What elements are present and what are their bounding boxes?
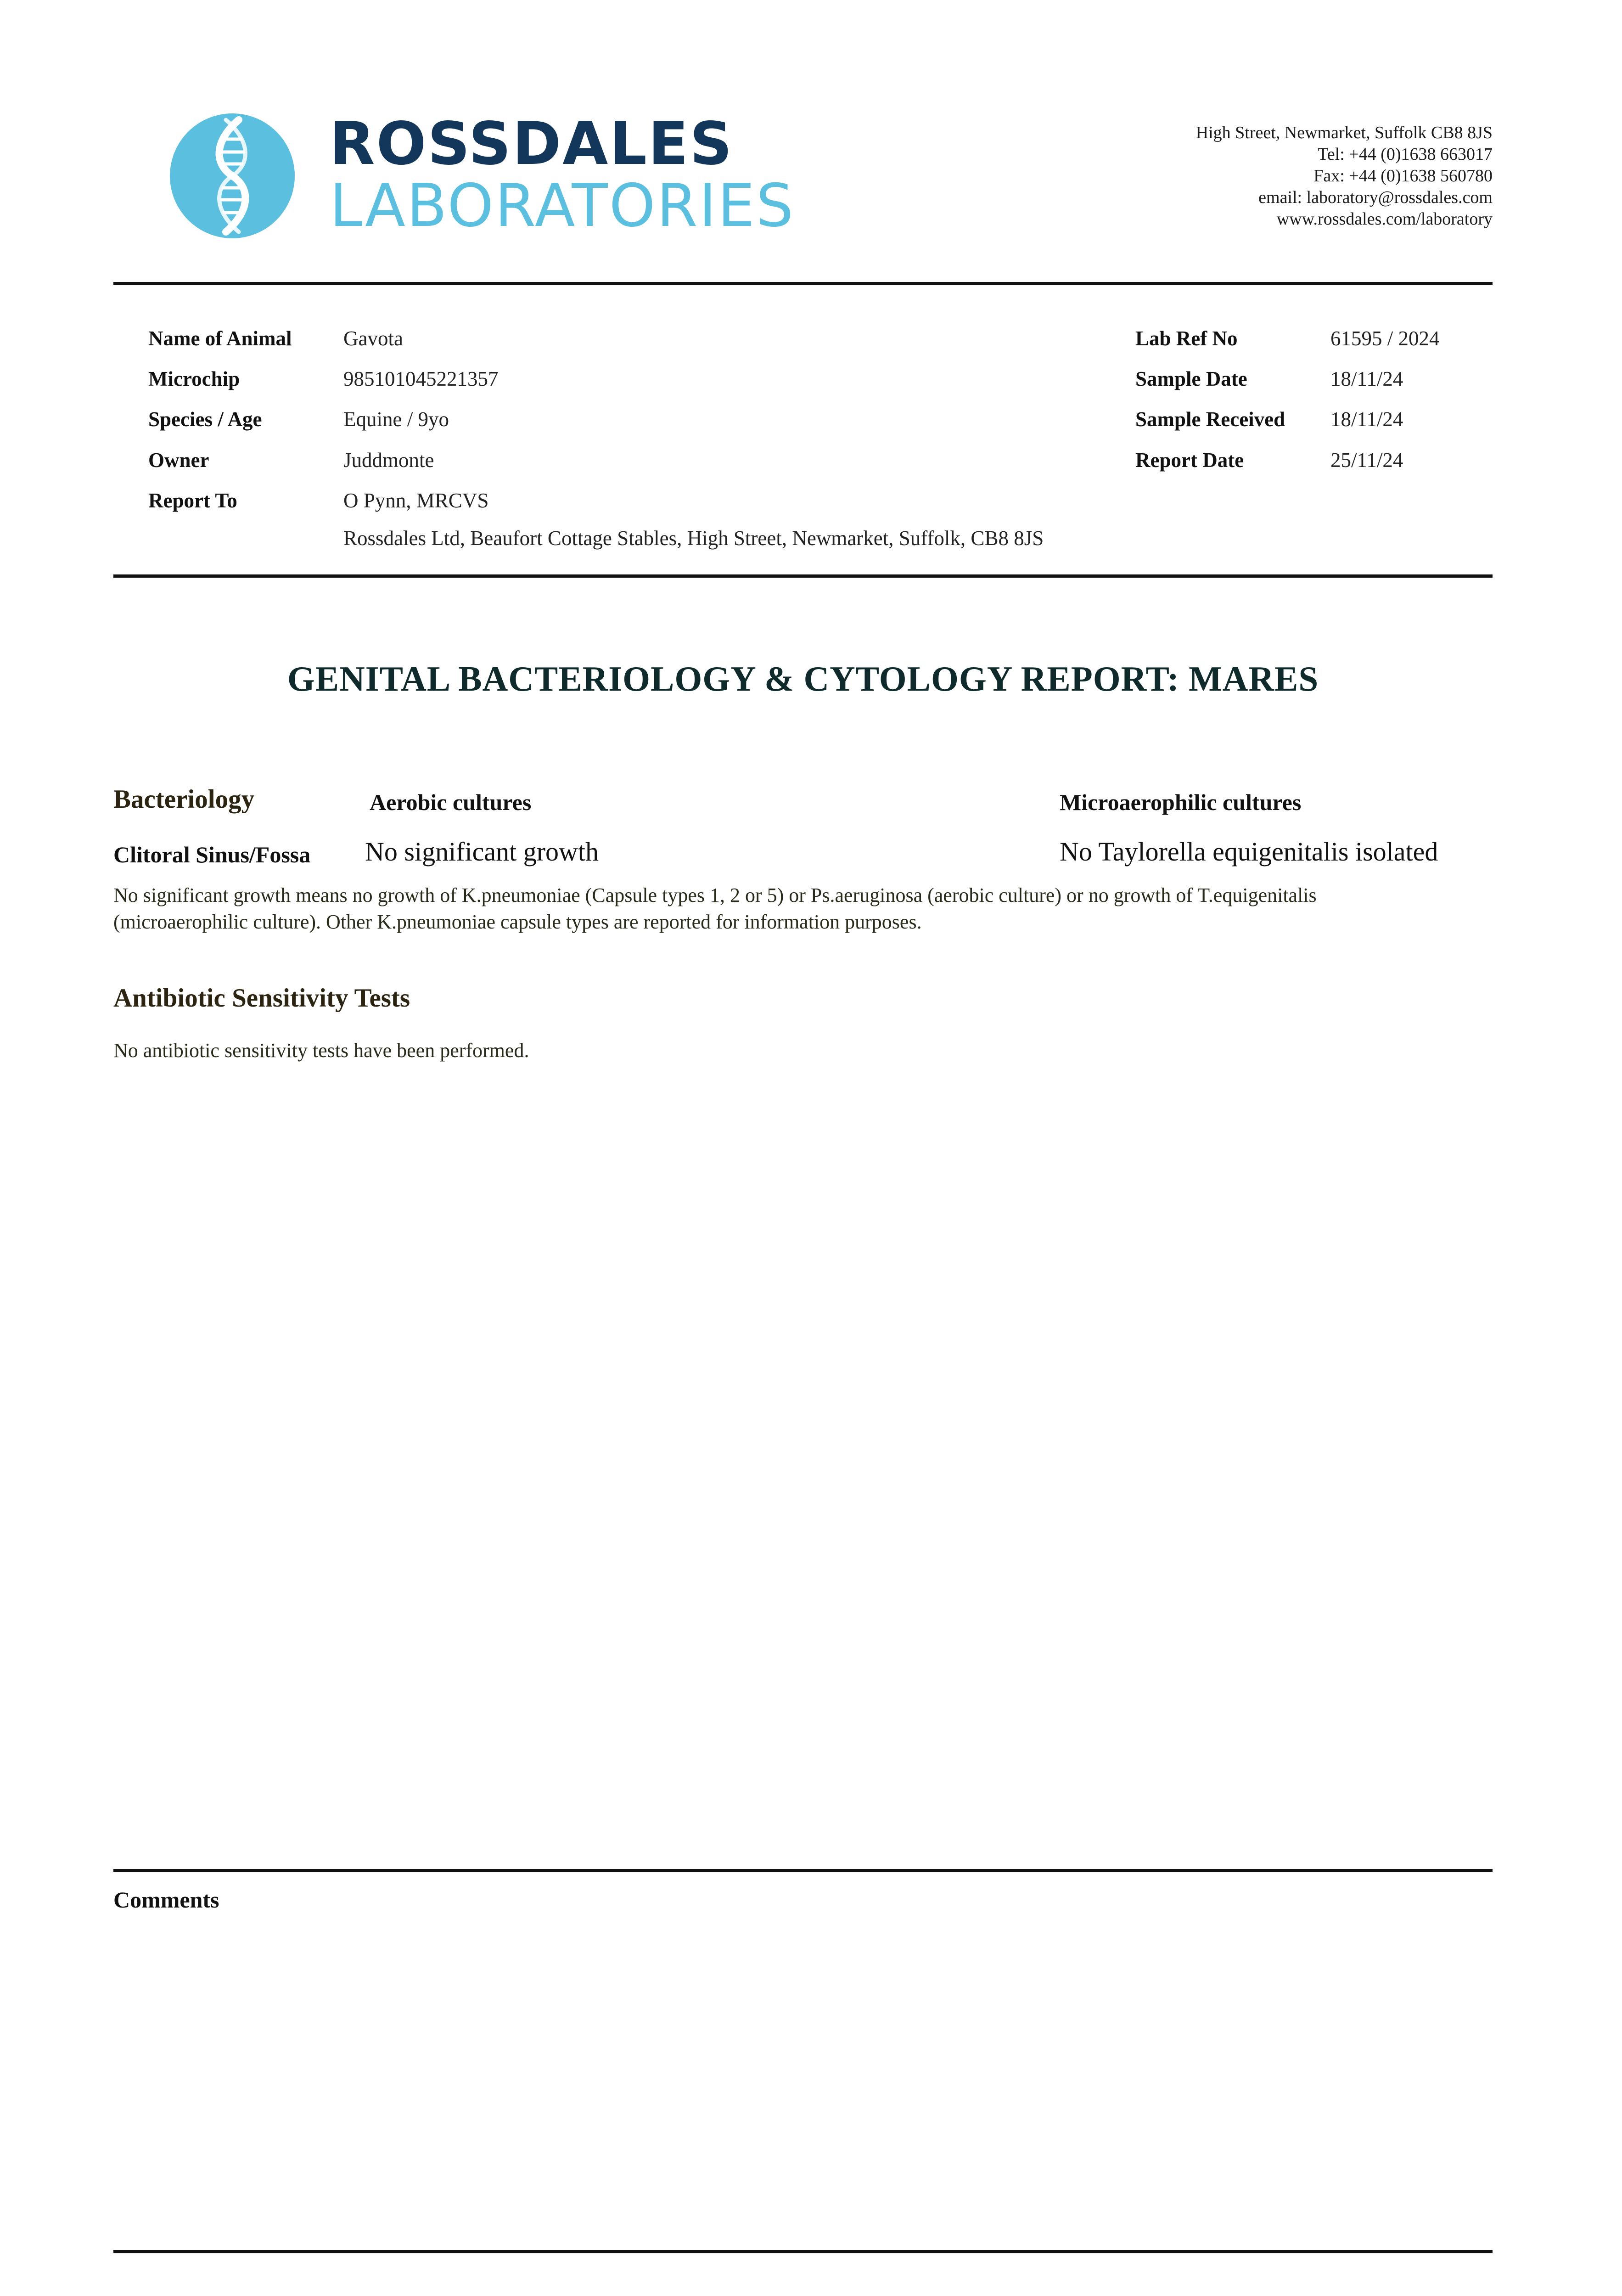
- microchip-label: Microchip: [148, 367, 240, 390]
- lab-address: High Street, Newmarket, Suffolk CB8 8JS: [1195, 123, 1493, 142]
- lab-fax: Fax: +44 (0)1638 560780: [1313, 166, 1493, 186]
- lab-email: email: laboratory@rossdales.com: [1258, 188, 1493, 207]
- dna-helix-icon: [170, 113, 295, 238]
- site-label: Clitoral Sinus/Fossa: [113, 842, 311, 867]
- bacteriology-heading: Bacteriology: [113, 785, 255, 814]
- report-to-address: Rossdales Ltd, Beaufort Cottage Stables, High Street, Newmarket, Suffolk, CB8 8JS: [343, 527, 1044, 550]
- antibiotic-sensitivity-text: No antibiotic sensitivity tests have been performed.: [113, 1039, 529, 1062]
- report-to-value: O Pynn, MRCVS: [343, 489, 489, 512]
- comments-divider: [113, 1869, 1493, 1872]
- comments-heading: Comments: [113, 1887, 219, 1913]
- lab-address-block: [1033, 122, 1493, 230]
- report-date-label: Report Date: [1135, 449, 1244, 472]
- header-divider: [113, 282, 1493, 285]
- lab-ref-label: Lab Ref No: [1135, 327, 1238, 350]
- report-date-value: 25/11/24: [1330, 449, 1403, 472]
- aerobic-result: No significant growth: [365, 837, 599, 867]
- lab-web: www.rossdales.com/laboratory: [1276, 209, 1493, 229]
- report-to-label: Report To: [148, 489, 237, 512]
- sample-date-value: 18/11/24: [1330, 367, 1403, 390]
- sample-date-label: Sample Date: [1135, 367, 1247, 390]
- bacteriology-note-line1: No significant growth means no growth of K.pneumoniae (Capsule types 1, 2 or 5) or Ps.aeruginosa (aerobic culture) or no growth of T.equigenitalis: [113, 884, 1317, 906]
- species-age-label: Species / Age: [148, 408, 262, 431]
- sample-received-label: Sample Received: [1135, 408, 1285, 431]
- report-title: GENITAL BACTERIOLOGY & CYTOLOGY REPORT: MARES: [287, 659, 1319, 698]
- microaerophilic-result: No Taylorella equigenitalis isolated: [1060, 837, 1438, 867]
- animal-name: Gavota: [343, 327, 403, 350]
- microaerophilic-cultures-heading: Microaerophilic cultures: [1060, 789, 1302, 815]
- lab-tel: Tel: +44 (0)1638 663017: [1318, 145, 1493, 164]
- sample-received-value: 18/11/24: [1330, 408, 1403, 431]
- footer-divider: [113, 2250, 1493, 2253]
- aerobic-cultures-heading: Aerobic cultures: [370, 789, 532, 815]
- lab-ref-value: 61595 / 2024: [1330, 327, 1440, 350]
- species-age-value: Equine / 9yo: [343, 408, 449, 431]
- microchip-value: 985101045221357: [343, 367, 499, 390]
- bacteriology-note: [113, 882, 1495, 935]
- antibiotic-sensitivity-heading: Antibiotic Sensitivity Tests: [113, 984, 410, 1013]
- owner-value: Juddmonte: [343, 449, 434, 472]
- bacteriology-note-line2: (microaerophilic culture). Other K.pneumoniae capsule types are reported for information purposes.: [113, 911, 922, 933]
- owner-label: Owner: [148, 449, 209, 472]
- logo-circle: [170, 113, 295, 238]
- animal-name-label: Name of Animal: [148, 327, 292, 350]
- info-divider: [113, 574, 1493, 578]
- lab-name-line2: LABORATORIES: [330, 172, 795, 240]
- lab-name-line1: ROSSDALES: [330, 110, 734, 178]
